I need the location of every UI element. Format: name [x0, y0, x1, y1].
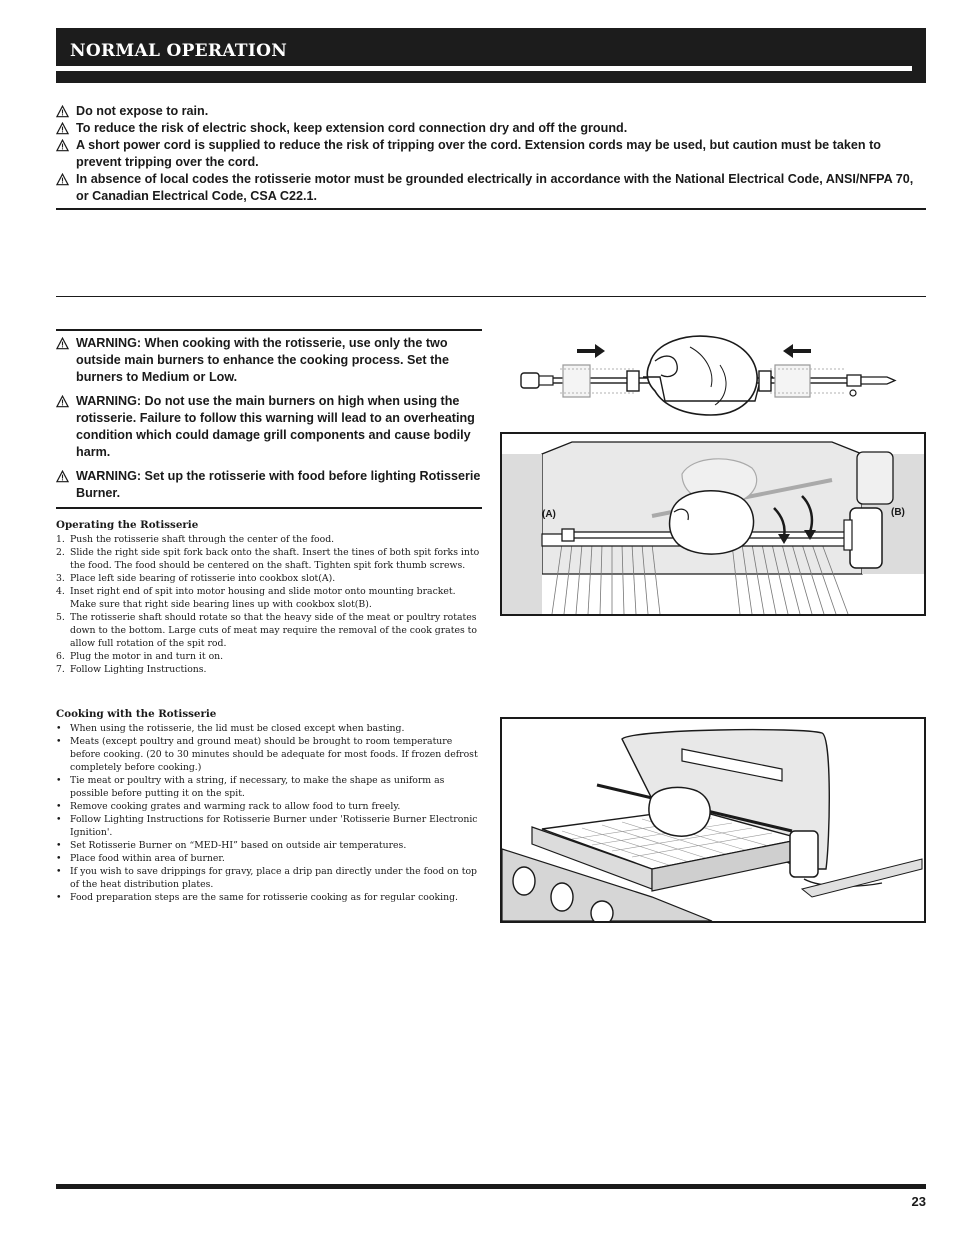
- warning-text: WARNING: Set up the rotisserie with food before lighting Rotisserie Burner.: [76, 469, 481, 500]
- warning-icon: [56, 139, 69, 152]
- divider: [56, 296, 926, 297]
- warning-item: [56, 103, 926, 120]
- list-item: • Food preparation steps are the same for rotisserie cooking as for regular cooking.: [56, 892, 458, 903]
- divider: [56, 329, 482, 331]
- operating-section: [56, 519, 484, 676]
- page-number: 23: [911, 1194, 926, 1209]
- grill-rotisserie-illustration: [500, 717, 926, 923]
- list-item: 4. Inset right end of spit into motor housing and slide motor onto mounting bracket. Make sure that right side bearing lines up with cookbox slot(B).: [56, 586, 456, 610]
- list-item: • When using the rotisserie, the lid must be closed except when basting.: [56, 723, 405, 734]
- spit-assembly-illustration: [515, 325, 905, 423]
- section-heading: Operating the Rotisserie: [56, 519, 199, 531]
- list-item: 2. Slide the right side spit fork back onto the shaft. Insert the tines of both spit forks into the food. The food should be centered on the shaft. Tighten spit fork thumb screws.: [56, 547, 480, 571]
- list-item: 6. Plug the motor in and turn it on.: [56, 651, 224, 662]
- section-heading: Cooking with the Rotisserie: [56, 708, 217, 720]
- list-item: 5. The rotisserie shaft should rotate so that the heavy side of the meat or poultry rotates down to the bottom. Large cuts of meat may require the removal of the cook grates to allow full rotation of the spit rod.: [56, 612, 478, 649]
- list-item: 7. Follow Lighting Instructions.: [56, 664, 207, 675]
- footer-rule: [56, 1184, 926, 1189]
- section-header: [56, 28, 926, 83]
- warning-text: In absence of local codes the rotisserie motor must be grounded electrically in accordance with the National Electrical Code, ANSI/NFPA 70, or Canadian Electrical Code, CSA C22.1.: [76, 172, 914, 203]
- rotisserie-warnings: [56, 335, 482, 509]
- warning-icon: [56, 395, 69, 408]
- warning-icon: [56, 337, 69, 350]
- figure-label-b: (B): [891, 507, 905, 518]
- warning-item: [56, 120, 926, 137]
- warning-item: [56, 468, 482, 502]
- warning-text: A short power cord is supplied to reduce the risk of tripping over the cord. Extension cords may be used, but caution must be taken to prevent tripping over the cord.: [76, 138, 881, 169]
- list-item: • Meats (except poultry and ground meat) should be brought to room temperature before cooking. (20 to 30 minutes should be adequate for most foods. If frozen defrost completely before cooking.): [56, 736, 478, 773]
- cookbox-install-illustration: [500, 432, 926, 616]
- warning-item: [56, 393, 482, 461]
- page-title: NORMAL OPERATION: [70, 41, 288, 61]
- list-item: • Follow Lighting Instructions for Rotisserie Burner under 'Rotisserie Burner Electronic Ignition'.: [56, 814, 478, 838]
- list-item: • Set Rotisserie Burner on “MED-HI” based on outside air temperatures.: [56, 840, 407, 851]
- header-rule: [56, 66, 912, 71]
- list-item: • Place food within area of burner.: [56, 853, 225, 864]
- warning-text: To reduce the risk of electric shock, keep extension cord connection dry and off the ground.: [76, 121, 628, 135]
- figure-label-a: (A): [542, 509, 556, 520]
- warning-text: Do not expose to rain.: [76, 104, 209, 118]
- list-item: 1. Push the rotisserie shaft through the center of the food.: [56, 534, 335, 545]
- list-item: 3. Place left side bearing of rotisserie into cookbox slot(A).: [56, 573, 336, 584]
- list-item: • If you wish to save drippings for gravy, place a drip pan directly under the food on top of the heat distribution plates.: [56, 866, 477, 890]
- top-warnings: [56, 103, 926, 205]
- list-item: • Remove cooking grates and warming rack to allow food to turn freely.: [56, 801, 401, 812]
- warning-icon: [56, 470, 69, 483]
- warning-item: [56, 137, 926, 171]
- warning-icon: [56, 105, 69, 118]
- warning-item: [56, 335, 482, 386]
- divider: [56, 507, 482, 509]
- cooking-section: [56, 708, 484, 904]
- divider: [56, 208, 926, 210]
- warning-item: [56, 171, 926, 205]
- warning-icon: [56, 122, 69, 135]
- list-item: • Tie meat or poultry with a string, if necessary, to make the shape as uniform as possible before putting it on the spit.: [56, 775, 445, 799]
- warning-icon: [56, 173, 69, 186]
- warning-text: WARNING: Do not use the main burners on high when using the rotisserie. Failure to follow this warning will lead to an overheating condition which could damage grill components and cause bodily harm.: [76, 394, 475, 459]
- warning-text: WARNING: When cooking with the rotisserie, use only the two outside main burners to enhance the cooking process. Set the burners to Medium or Low.: [76, 336, 449, 384]
